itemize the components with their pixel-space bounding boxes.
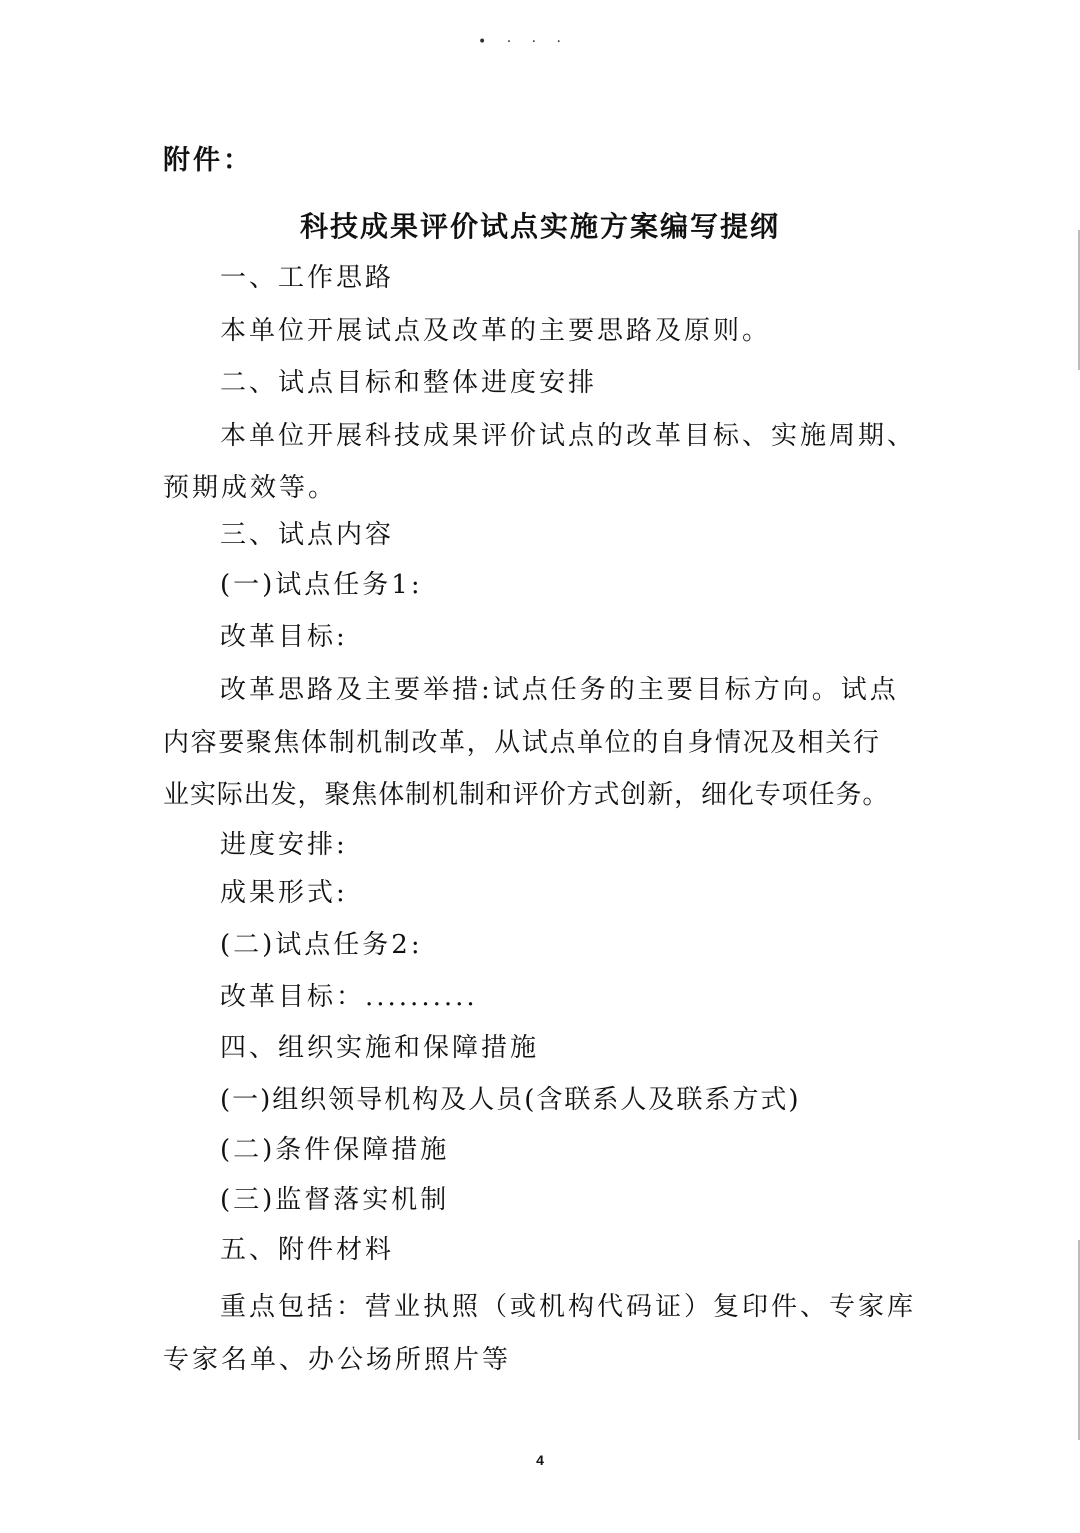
scan-marks: • · · · — [478, 34, 569, 50]
page-number: 4 — [536, 1452, 544, 1468]
paragraph-line: 内容要聚焦体制机制改革，从试点单位的自身情况及相关行 — [163, 728, 881, 758]
paragraph-line: 预期成效等。 — [163, 473, 338, 503]
subsection-heading: (二)试点任务2: — [220, 930, 423, 960]
paragraph-line: 业实际出发，聚焦体制机制和评价方式创新，细化专项任务。 — [163, 780, 890, 810]
paragraph-line: 专家名单、办公场所照片等 — [163, 1345, 512, 1375]
paragraph-line: 进度安排: — [220, 830, 348, 860]
paragraph-line: 成果形式: — [220, 878, 348, 908]
section-heading: 三、试点内容 — [220, 520, 395, 550]
document-title: 科技成果评价试点实施方案编写提纲 — [299, 210, 780, 243]
section-heading: 二、试点目标和整体进度安排 — [220, 368, 598, 398]
paragraph-line: 本单位开展试点及改革的主要思路及原则。 — [220, 316, 772, 346]
paragraph-line: 改革目标：.......... — [220, 982, 478, 1012]
attachment-label: 附件： — [163, 145, 253, 176]
section-heading: 一、工作思路 — [220, 263, 395, 293]
section-heading: 四、组织实施和保障措施 — [220, 1033, 540, 1063]
section-heading: 五、附件材料 — [220, 1235, 395, 1265]
subsection-heading: (一)组织领导机构及人员(含联系人及联系方式) — [220, 1085, 801, 1115]
subsection-heading: (二)条件保障措施 — [220, 1135, 450, 1165]
paragraph-line: 改革思路及主要举措:试点任务的主要目标方向。试点 — [220, 675, 899, 705]
subsection-heading: (三)监督落实机制 — [220, 1185, 450, 1215]
paragraph-line: 本单位开展科技成果评价试点的改革目标、实施周期、 — [220, 421, 917, 451]
paragraph-line: 改革目标: — [220, 622, 348, 652]
subsection-heading: (一)试点任务1: — [220, 570, 423, 600]
paragraph-line: 重点包括：营业执照（或机构代码证）复印件、专家库 — [220, 1292, 917, 1322]
